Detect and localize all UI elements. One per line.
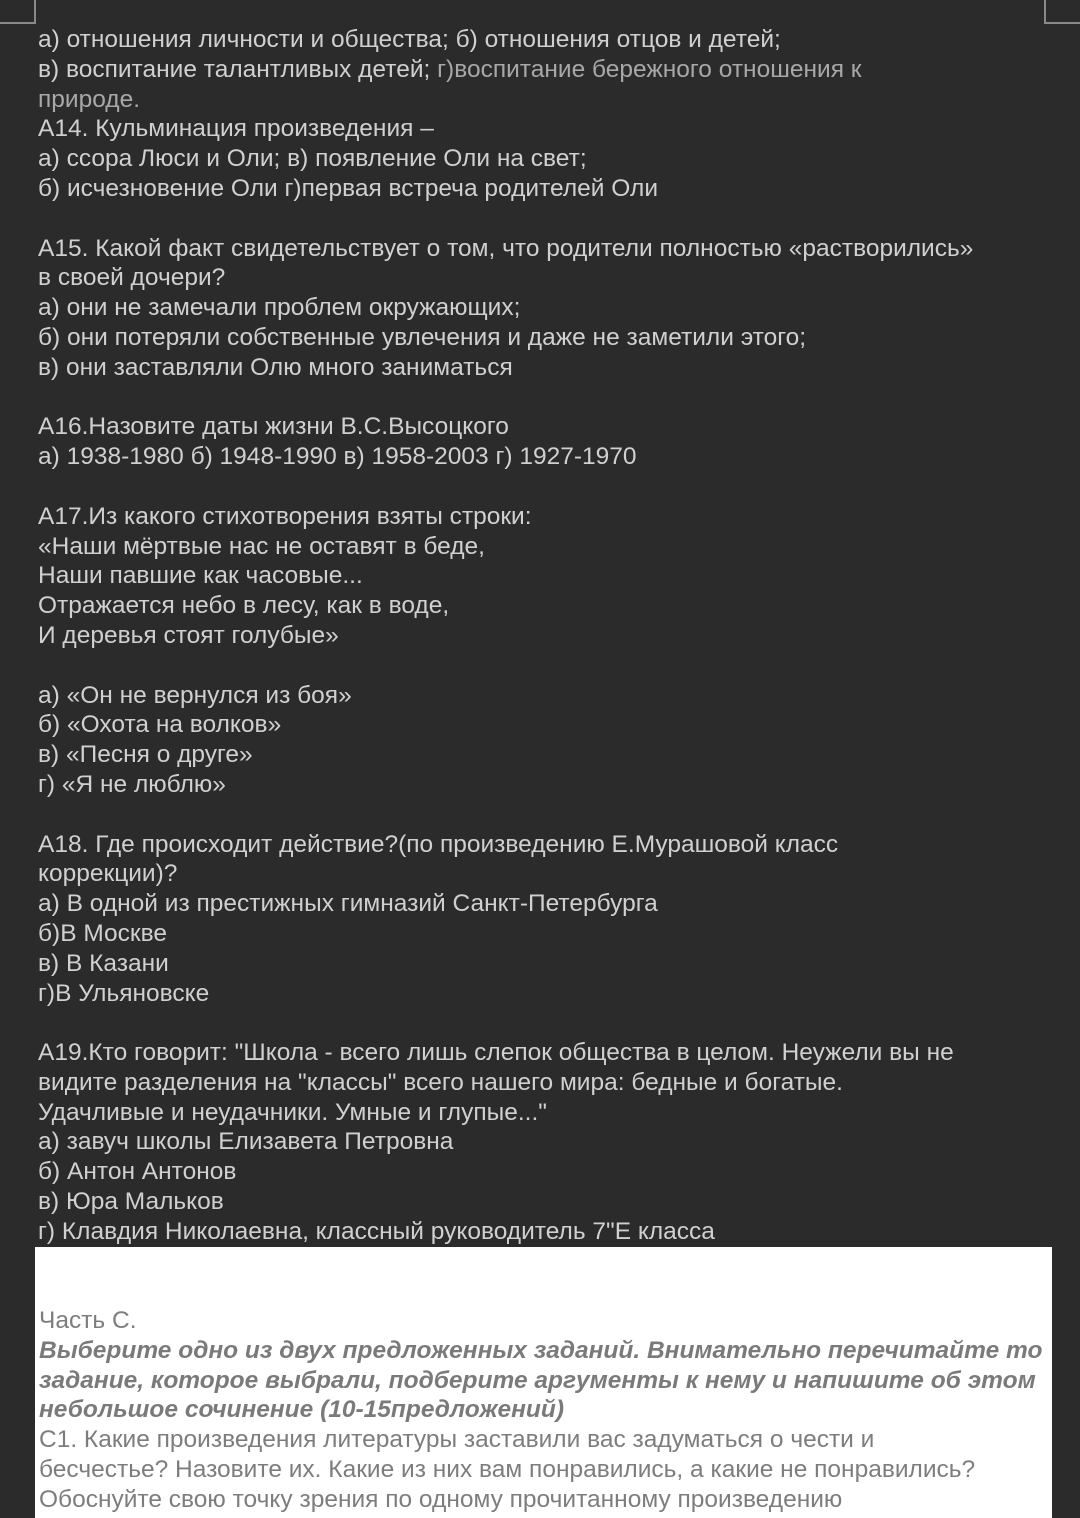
question-text-line: [38, 770, 1058, 800]
question-text-line: [38, 1068, 1058, 1098]
part-c-task-line: С1. Какие произведения литературы заставили вас задуматься о чести и: [39, 1426, 875, 1454]
part-c-task-line: бесчестье? Назовите их. Какие из них вам понравились, а какие не понравились?: [39, 1455, 976, 1483]
line-text: А15. Какой факт свидетельствует о том, что родители полностью «растворились»: [38, 234, 974, 262]
line-text: б)В Москве: [38, 919, 167, 947]
question-text-line: [38, 740, 1058, 770]
part-c-instruction-line: небольшое сочинение (10-15предложений): [39, 1396, 565, 1424]
line-text: а) В одной из престижных гимназий Санкт-Петербурга: [38, 890, 658, 918]
line-text: а) они не замечали проблем окружающих;: [38, 294, 521, 322]
question-text-line: [38, 1038, 1058, 1068]
line-text: Наши павшие как часовые...: [38, 562, 363, 590]
line-text: А17.Из какого стихотворения взяты строки:: [38, 502, 532, 530]
line-text: А14. Кульминация произведения –: [38, 115, 434, 143]
line-text: б) они потеряли собственные увлечения и даже не заметили этого;: [38, 323, 807, 351]
question-text-line: [38, 532, 1058, 562]
line-text: в) Юра Мальков: [38, 1188, 224, 1216]
question-text-line: [38, 1157, 1058, 1187]
question-text-line: [38, 502, 1058, 532]
line-text: а) 1938-1980 б) 1948-1990 в) 1958-2003 г) 1927-1970: [38, 443, 637, 471]
question-text-line: [38, 859, 1058, 889]
question-text-line: [38, 174, 1058, 204]
question-text-line: [38, 25, 1058, 55]
line-text: в) воспитание талантливых детей;: [38, 55, 438, 83]
part-c-task-line: Обоснуйте свою точку зрения по одному прочитанному произведению: [39, 1485, 843, 1513]
line-text: Отражается небо в лесу, как в воде,: [38, 592, 450, 620]
line-text: И деревья стоят голубые»: [38, 621, 339, 649]
page-corner-right: [1044, 0, 1080, 24]
line-text: а) ссора Люси и Оли; в) появление Оли на свет;: [38, 145, 587, 173]
question-text-line: [38, 979, 1058, 1009]
line-text: а) «Он не вернулся из боя»: [38, 681, 352, 709]
line-text: в) они заставляли Олю много заниматься: [38, 353, 513, 381]
question-text-line: [38, 323, 1058, 353]
line-text: а) завуч школы Елизавета Петровна: [38, 1128, 454, 1156]
line-text: в) В Казани: [38, 949, 169, 977]
question-text-line: [38, 234, 1058, 264]
line-text: «Наши мёртвые нас не оставят в беде,: [38, 532, 485, 560]
question-text-line: [38, 1187, 1058, 1217]
line-text-dim: г)воспитание бережного отношения к: [437, 55, 862, 83]
part-c-instruction-line: Выберите одно из двух предложенных заданий. Внимательно перечитайте то: [39, 1336, 1043, 1364]
question-text-line: [38, 85, 1058, 115]
question-text-line: [38, 681, 1058, 711]
question-text-line: [38, 830, 1058, 860]
line-text: б) Антон Антонов: [38, 1158, 237, 1186]
line-text: А19.Кто говорит: "Школа - всего лишь слепок общества в целом. Неужели вы не: [38, 1039, 954, 1067]
blank-line: [38, 472, 1058, 502]
line-text: б) «Охота на волков»: [38, 711, 282, 739]
blank-line: [38, 800, 1058, 830]
question-text-line: [38, 919, 1058, 949]
question-text-line: [38, 561, 1058, 591]
blank-line: [38, 383, 1058, 413]
line-text: в) «Песня о друге»: [38, 741, 253, 769]
line-text: г) Клавдия Николаевна, классный руководитель 7"Е класса: [38, 1217, 715, 1245]
question-text-line: [38, 442, 1058, 472]
question-text-line: [38, 55, 1058, 85]
page-corner-left: [0, 0, 36, 24]
test-questions-dark-section: [38, 25, 1058, 1247]
question-text-line: [38, 353, 1058, 383]
question-text-line: [38, 1127, 1058, 1157]
question-text-line: [38, 591, 1058, 621]
question-text-line: [38, 710, 1058, 740]
line-text: А18. Где происходит действие?(по произведению Е.Мурашовой класс: [38, 830, 839, 858]
line-text: г)В Ульяновске: [38, 979, 210, 1007]
line-text-dim: природе.: [38, 85, 141, 113]
line-text: А16.Назовите даты жизни В.С.Высоцкого: [38, 413, 509, 441]
blank-line: [38, 651, 1058, 681]
question-text-line: [38, 263, 1058, 293]
question-text-line: [38, 889, 1058, 919]
line-text: г) «Я не люблю»: [38, 770, 226, 798]
question-text-line: [38, 1217, 1058, 1247]
line-text: коррекции)?: [38, 860, 178, 888]
part-c-heading: Часть С.: [39, 1307, 137, 1334]
question-text-line: [38, 114, 1058, 144]
line-text: в своей дочери?: [38, 264, 226, 292]
question-text-line: [38, 1098, 1058, 1128]
question-text-line: [38, 949, 1058, 979]
part-c-instruction-line: задание, которое выбрали, подберите аргументы к нему и напишите об этом: [39, 1366, 1036, 1394]
line-text: Удачливые и неудачники. Умные и глупые...": [38, 1098, 547, 1126]
line-text: б) исчезновение Оли г)первая встреча родителей Оли: [38, 174, 659, 202]
question-text-line: [38, 144, 1058, 174]
line-text: видите разделения на "классы" всего нашего мира: бедные и богатые.: [38, 1068, 843, 1096]
part-c-section: [35, 1247, 1052, 1518]
line-text: а) отношения личности и общества; б) отношения отцов и детей;: [38, 26, 781, 53]
blank-line: [38, 1008, 1058, 1038]
blank-line: [38, 204, 1058, 234]
question-text-line: [38, 293, 1058, 323]
question-text-line: [38, 412, 1058, 442]
question-text-line: [38, 621, 1058, 651]
